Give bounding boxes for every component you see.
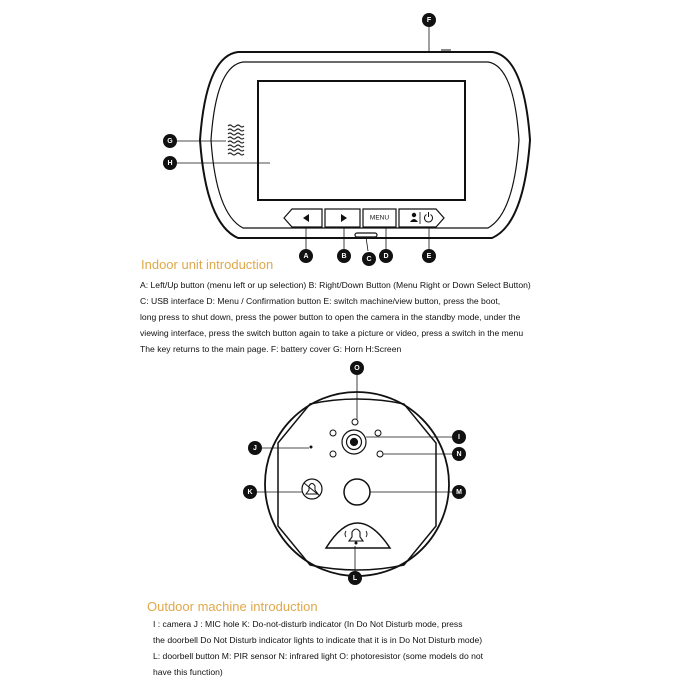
indoor-line-3: long press to shut down, press the power button to open the camera in the standby mode, under the — [140, 312, 521, 322]
button-menu — [363, 209, 396, 227]
menu-button-label: MENU — [369, 214, 390, 222]
mic-hole — [310, 446, 313, 449]
label-d — [379, 249, 393, 263]
indoor-line-4: viewing interface, press the switch button again to take a picture or video, press a switch in the menu — [140, 328, 524, 338]
label-n — [452, 447, 466, 461]
outdoor-description — [153, 616, 483, 680]
label-h — [163, 156, 177, 170]
bell-off-icon — [304, 483, 320, 496]
indoor-line-2: C: USB interface D: Menu / Confirmation button E: switch machine/view button, press the boot, — [140, 296, 501, 306]
outdoor-section-title: Outdoor machine introduction — [147, 599, 318, 614]
right-arrow-icon — [341, 214, 347, 222]
indoor-line-1: A: Left/Up button (menu left or up selection) B: Right/Down Button (Menu Right or Down Select Button) — [140, 280, 531, 290]
label-f — [422, 13, 436, 27]
left-arrow-icon — [303, 214, 309, 222]
svg-text:F: F — [426, 17, 432, 24]
label-i — [452, 430, 466, 444]
label-e — [422, 249, 436, 263]
outdoor-line-2: the doorbell Do Not Disturb indicator lights to indicate that it is in Do Not Disturb mode) — [153, 635, 483, 645]
button-switch-view — [399, 209, 444, 227]
indoor-section-title: Indoor unit introduction — [141, 257, 274, 272]
indoor-screen — [258, 81, 465, 200]
bell-icon — [349, 529, 363, 541]
user-icon — [412, 213, 416, 217]
svg-text:A: A — [303, 253, 309, 260]
svg-text:E: E — [426, 253, 432, 260]
pir-sensor — [344, 479, 370, 505]
svg-text:C: C — [366, 256, 372, 263]
horn-grille — [228, 125, 244, 155]
svg-text:B: B — [341, 253, 347, 260]
usb-slot — [355, 233, 377, 237]
label-g — [163, 134, 177, 148]
svg-text:G: G — [167, 138, 173, 145]
svg-text:M: M — [456, 489, 462, 496]
svg-text:L: L — [352, 575, 358, 582]
svg-text:N: N — [456, 451, 462, 458]
indoor-description — [140, 277, 531, 357]
doorbell-button — [326, 523, 390, 548]
label-m — [452, 485, 466, 499]
power-icon — [425, 212, 433, 222]
svg-text:D: D — [383, 253, 389, 260]
indoor-line-5: The key returns to the main page. F: battery cover G: Horn H:Screen — [140, 344, 402, 354]
label-l — [348, 571, 362, 585]
label-o — [350, 361, 364, 375]
label-j — [248, 441, 262, 455]
label-a — [299, 249, 313, 263]
svg-text:O: O — [354, 365, 360, 372]
camera — [342, 430, 366, 454]
do-not-disturb-indicator — [302, 479, 322, 499]
label-c — [362, 252, 376, 266]
label-k — [243, 485, 257, 499]
button-right-down — [325, 209, 360, 227]
button-left-up — [284, 209, 322, 227]
photoresistor — [352, 419, 358, 425]
svg-text:J: J — [253, 445, 257, 452]
svg-text:H: H — [167, 160, 173, 167]
svg-text:K: K — [247, 489, 253, 496]
outdoor-line-1: I : camera J : MIC hole K: Do-not-disturb indicator (In Do Not Disturb mode, press — [153, 619, 463, 629]
indoor-unit-body — [200, 52, 530, 238]
label-b — [337, 249, 351, 263]
outdoor-line-4: have this function) — [153, 667, 223, 677]
svg-text:I: I — [458, 434, 460, 441]
outdoor-line-3: L: doorbell button M: PIR sensor N: infrared light O: photoresistor (some models do not — [153, 651, 484, 661]
